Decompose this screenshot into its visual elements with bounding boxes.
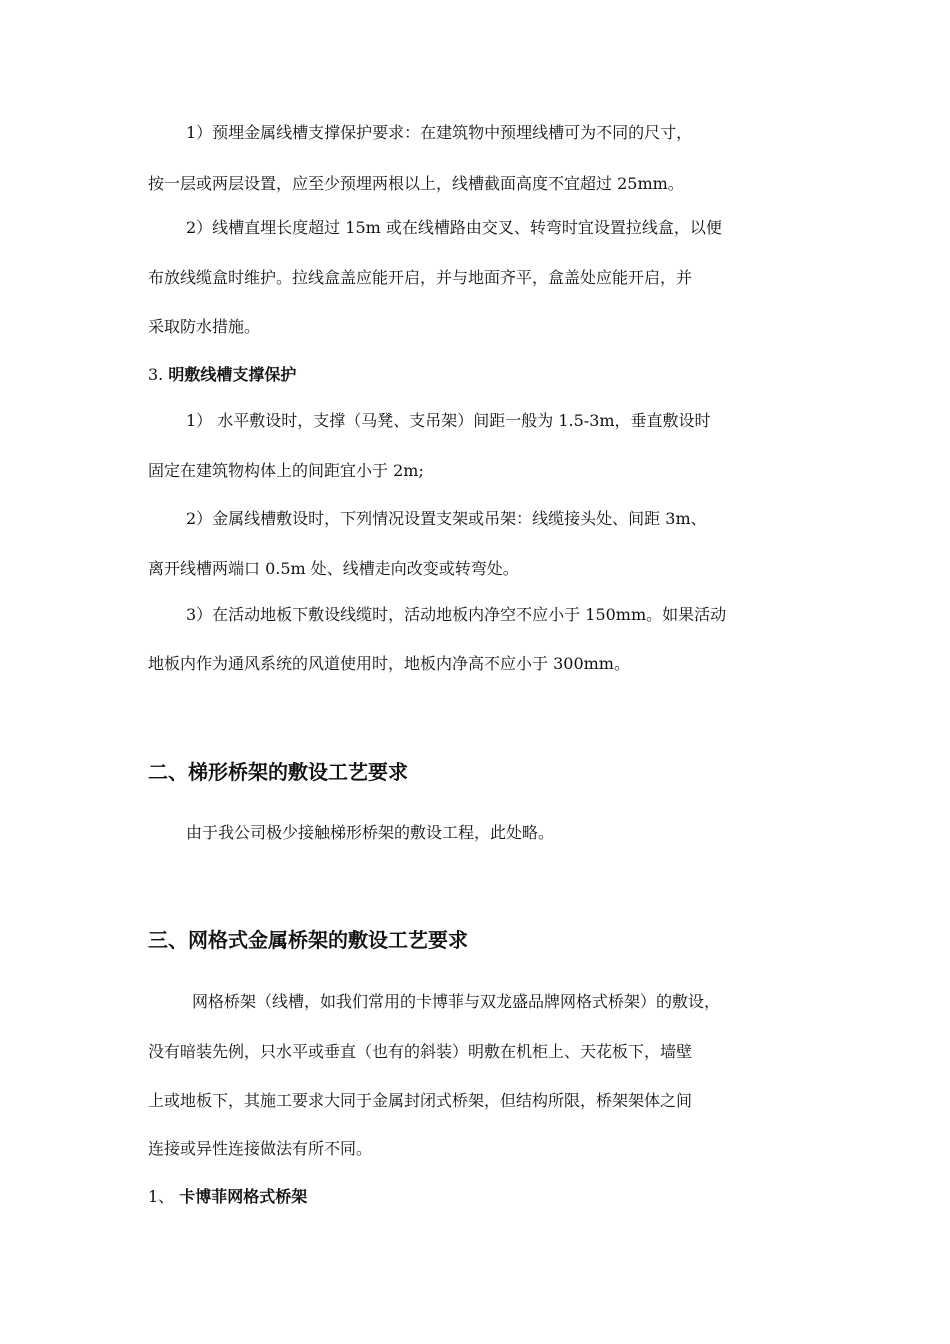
chapter-3-para-line-1: 网格桥架（线槽，如我们常用的卡博菲与双龙盛品牌网格式桥架）的敷设， (192, 992, 721, 1011)
cablofil-heading (148, 1187, 307, 1207)
underground-item-2-line-2: 布放线缆盒时维护。拉线盒盖应能开启，并与地面齐平，盒盖处应能开启，并 (148, 268, 693, 287)
chapter-2-body: 由于我公司极少接触梯形桥架的敷设工程，此处略。 (186, 823, 555, 842)
underground-item-1-line-1: 1）预埋金属线槽支撑保护要求：在建筑物中预埋线槽可为不同的尺寸， (186, 123, 693, 142)
chapter-3-para-line-2: 没有暗装先例，只水平或垂直（也有的斜装）明敷在机柜上、天花板下，墙壁 (148, 1042, 693, 1061)
exposed-trunking-heading-number: 3. (148, 365, 164, 384)
cablofil-heading-text: 卡博菲网格式桥架 (179, 1187, 308, 1206)
exposed-trunking-heading-text: 明敷线槽支撑保护 (168, 365, 297, 384)
exposed-item-1-line-1: 1） 水平敷设时，支撑（马凳、支吊架）间距一般为 1.5-3m，垂直敷设时 (186, 411, 711, 430)
chapter-3-para-line-3: 上或地板下，其施工要求大同于金属封闭式桥架，但结构所限，桥架架体之间 (148, 1091, 693, 1110)
chapter-3-para-line-4: 连接或异性连接做法有所不同。 (148, 1139, 373, 1158)
exposed-item-1-line-2: 固定在建筑物构体上的间距宜小于 2m; (148, 461, 424, 480)
exposed-item-2-line-2: 离开线槽两端口 0.5m 处、线槽走向改变或转弯处。 (148, 559, 519, 578)
underground-item-2-line-1: 2）线槽直埋长度超过 15m 或在线槽路由交叉、转弯时宜设置拉线盒，以便 (186, 218, 722, 237)
exposed-item-3-line-1: 3）在活动地板下敷设线缆时，活动地板内净空不应小于 150mm。如果活动 (186, 605, 727, 624)
exposed-trunking-heading (148, 365, 296, 385)
exposed-item-3-line-2: 地板内作为通风系统的风道使用时，地板内净高不应小于 300mm。 (148, 654, 630, 673)
chapter-2-heading: 二、梯形桥架的敷设工艺要求 (148, 760, 408, 784)
underground-item-2-line-3: 采取防水措施。 (148, 317, 261, 336)
cablofil-heading-number: 1、 (148, 1187, 175, 1206)
exposed-item-2-line-1: 2）金属线槽敷设时，下列情况设置支架或吊架：线缆接头处、间距 3m、 (186, 509, 707, 528)
underground-item-1-line-2: 按一层或两层设置，应至少预埋两根以上，线槽截面高度不宜超过 25mm。 (148, 174, 684, 193)
chapter-3-heading: 三、网格式金属桥架的敷设工艺要求 (148, 928, 468, 952)
